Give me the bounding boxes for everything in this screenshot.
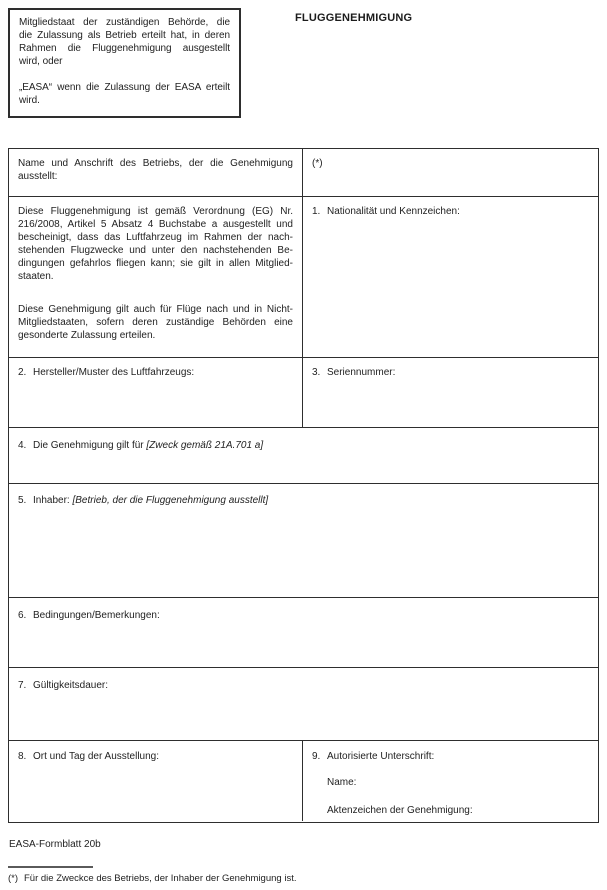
permit-statement-para2: Diese Genehmigung gilt auch für Flüge nach und in Nicht- Mitgliedstaaten, sofern deren zuständige Behörden eine gesonderte Zulassung erteilen. bbox=[18, 304, 293, 341]
row-issuing-organisation bbox=[9, 149, 598, 196]
row-statement-nationality bbox=[9, 196, 598, 357]
serial-item-number: 3. bbox=[312, 367, 321, 378]
issue-item-number: 8. bbox=[18, 751, 27, 762]
footnote-divider-rule bbox=[8, 866, 93, 868]
issuing-organisation-label: Name und Anschrift des Betriebs, der die Genehmigung ausstellt: bbox=[9, 149, 303, 196]
signature-name-label: Name: bbox=[327, 777, 357, 788]
conditions-item-number: 6. bbox=[18, 610, 27, 621]
signature-heading bbox=[312, 750, 589, 763]
flight-permit-table bbox=[8, 148, 599, 823]
row-manufacturer-serial bbox=[9, 357, 598, 427]
row-validity bbox=[9, 667, 598, 740]
issue-place-date-cell bbox=[9, 741, 303, 821]
row-conditions bbox=[9, 597, 598, 667]
manufacturer-type-cell bbox=[9, 358, 303, 427]
purpose-item-number: 4. bbox=[18, 440, 27, 451]
purpose-label: Die Genehmigung gilt für bbox=[33, 440, 147, 451]
authority-note-para2: „EASA“ wenn die Zulassung der EASA erteilt wird. bbox=[19, 82, 230, 106]
serial-number-cell bbox=[303, 358, 598, 427]
signature-label: Autorisierte Unterschrift: bbox=[327, 751, 435, 762]
nationality-registration-cell bbox=[303, 197, 598, 357]
validity-cell bbox=[9, 668, 598, 740]
permit-statement-para1: Diese Fluggenehmigung ist gemäß Verordnung (EG) Nr. 216/2008, Artikel 5 Absatz 4 Buchstabe a ausgestellt und bescheinigt, dass das Luftfahrzeug im Rahmen der nach- stehenden Flugzwecke und unter den nachstehenden Be- dingungen gefahrlos fliegen kann; sie gilt in allen Mitglied- staaten. bbox=[18, 206, 293, 282]
holder-placeholder-italic: [Betrieb, der die Fluggenehmigung ausstellt] bbox=[72, 495, 269, 506]
manufacturer-item-number: 2. bbox=[18, 367, 27, 378]
form-identifier: EASA-Formblatt 20b bbox=[9, 839, 101, 850]
conditions-label: Bedingungen/Bemerkungen: bbox=[33, 610, 160, 621]
footnote-marker: (*) bbox=[8, 873, 19, 884]
permit-reference-label: Aktenzeichen der Genehmigung: bbox=[327, 805, 473, 816]
purpose-placeholder-italic: [Zweck gemäß 21A.701 a] bbox=[146, 440, 264, 451]
holder-label: Inhaber: bbox=[33, 495, 73, 506]
row-holder bbox=[9, 483, 598, 597]
permit-statement-cell bbox=[9, 197, 303, 357]
row-permit-purpose bbox=[9, 427, 598, 483]
permit-purpose-cell bbox=[9, 428, 598, 483]
serial-number-label: Seriennummer: bbox=[327, 367, 396, 378]
holder-cell bbox=[9, 484, 598, 597]
footnote bbox=[8, 873, 296, 885]
nationality-item-number: 1. bbox=[312, 206, 321, 217]
conditions-cell bbox=[9, 598, 598, 667]
authority-note-para1: Mitgliedstaat der zuständigen Behörde, die die Zulassung als Betrieb erteilt hat, in deren Rahmen die Fluggenehmigung ausgestellt wird, oder bbox=[19, 17, 230, 67]
footnote-text: Für die Zweckce des Betriebs, der Inhaber der Genehmigung ist. bbox=[24, 873, 297, 884]
nationality-label: Nationalität und Kennzeichen: bbox=[327, 206, 460, 217]
validity-item-number: 7. bbox=[18, 680, 27, 691]
footnote-reference-marker: (*) bbox=[312, 158, 323, 169]
signature-cell bbox=[303, 741, 598, 821]
authority-note-box bbox=[8, 8, 241, 118]
manufacturer-type-label: Hersteller/Muster des Luftfahrzeugs: bbox=[33, 367, 195, 378]
row-issue-signature bbox=[9, 740, 598, 821]
holder-item-number: 5. bbox=[18, 495, 27, 506]
form-title: FLUGGENEHMIGUNG bbox=[295, 12, 413, 24]
issue-place-date-label: Ort und Tag der Ausstellung: bbox=[33, 751, 160, 762]
footnote-reference-cell bbox=[303, 149, 598, 196]
validity-label: Gültigkeitsdauer: bbox=[33, 680, 109, 691]
signature-item-number: 9. bbox=[312, 751, 321, 762]
